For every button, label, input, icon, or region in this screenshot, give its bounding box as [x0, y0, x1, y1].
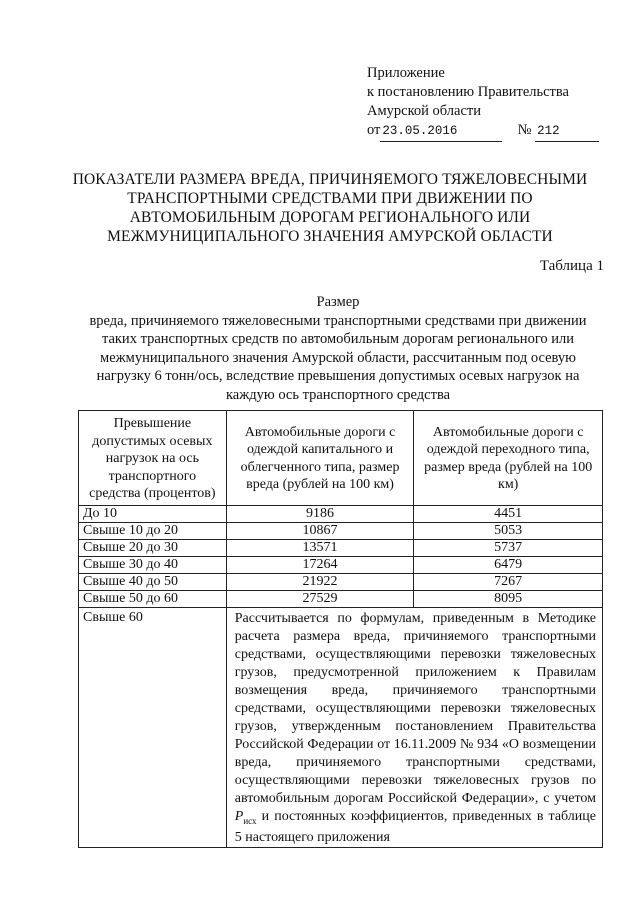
overload-range: Свыше 10 до 20 — [79, 522, 227, 539]
header-capital-roads: Автомобильные дороги с одеждой капитального и облегченного типа, размер вреда (рублей на 100 км) — [226, 411, 414, 506]
formula-note-text: Рассчитывается по формулам, приведенным в Методике расчета размера вреда, причиняемого транспортными средствами, осуществляющими перевозки тяжеловесных грузов, предусмотренной приложением к Правилам возмещения вреда, причиняемого транспортными средствами, осуществляющими перевозки тяжеловесных грузов, утвержденным постановлением Правительства Российской Федерации от 16.11.2009 № 934 «О возмещении вреда, причиняемого транспортными средствами, осуществляющими перевозки тяжеловесных грузов по автомобильным дорогам Российской Федерации», с учетом — [234, 610, 596, 806]
damage-table — [78, 410, 603, 848]
appendix-region: Амурской области — [367, 103, 481, 119]
overload-range: Свыше 50 до 60 — [79, 590, 227, 607]
table-header-row — [79, 411, 603, 506]
table-row — [79, 539, 603, 556]
capital-value: 9186 — [226, 505, 414, 522]
capital-value: 21922 — [226, 573, 414, 590]
date-prefix: от — [367, 122, 381, 138]
overload-range: До 10 — [79, 505, 227, 522]
transitional-value: 5053 — [414, 522, 603, 539]
transitional-value: 8095 — [414, 590, 603, 607]
transitional-value: 6479 — [414, 556, 603, 573]
transitional-value: 7267 — [414, 573, 603, 590]
transitional-value: 4451 — [414, 505, 603, 522]
appendix-date-row — [367, 121, 627, 142]
caption-heading: Размер — [316, 294, 360, 310]
table-label: Таблица 1 — [539, 258, 604, 274]
number-prefix: № — [517, 122, 532, 138]
document-title: ПОКАЗАТЕЛИ РАЗМЕРА ВРЕДА, ПРИЧИНЯЕМОГО ТЯЖЕЛОВЕСНЫМИ ТРАНСПОРТНЫМИ СРЕДСТВАМИ ПРИ ДВИЖЕНИИ ПО АВТОМОБИЛЬНЫМ ДОРОГАМ РЕГИОНАЛЬНОГО ИЛИ МЕЖМУНИЦИПАЛЬНОГО ЗНАЧЕНИЯ АМУРСКОЙ ОБЛАСТИ — [72, 171, 588, 245]
table-row — [79, 590, 603, 607]
overload-range: Свыше 30 до 40 — [79, 556, 227, 573]
formula-note — [226, 607, 602, 848]
transitional-value: 5737 — [414, 539, 603, 556]
overload-range: Свыше 60 — [79, 607, 227, 848]
header-overload: Превышение допустимых осевых нагрузок на ось транспортного средства (процентов) — [79, 411, 227, 506]
overload-range: Свыше 20 до 30 — [79, 539, 227, 556]
table-row — [79, 556, 603, 573]
p-ish-subscript: исх — [243, 815, 257, 826]
table-row-over-60 — [79, 607, 603, 848]
p-ish-symbol: P — [234, 808, 244, 824]
capital-value: 10867 — [226, 522, 414, 539]
overload-range: Свыше 40 до 50 — [79, 573, 227, 590]
appendix-label: Приложение — [367, 65, 445, 81]
caption-text: вреда, причиняемого тяжеловесными транспортными средствами при движении таких транспортных средств по автомобильным дорогам регионального или межмуниципального значения Амурской области, рассчитанным под осевую нагрузку 6 тонн/ось, вследствие превышения допустимых осевых нагрузок на каждую ось транспортного средства — [89, 312, 587, 403]
table-row — [79, 522, 603, 539]
table-row — [79, 573, 603, 590]
capital-value: 13571 — [226, 539, 414, 556]
formula-note-tail: и постоянных коэффициентов, приведенных в таблице 5 настоящего приложения — [234, 808, 596, 846]
header-transitional-roads: Автомобильные дороги с одеждой переходного типа, размер вреда (рублей на 100 км) — [414, 411, 603, 506]
capital-value: 17264 — [226, 556, 414, 573]
capital-value: 27529 — [226, 590, 414, 607]
appendix-resolution: к постановлению Правительства — [367, 84, 569, 100]
appendix-header — [367, 64, 627, 142]
table-row — [79, 505, 603, 522]
resolution-date: 23.05.2016 — [380, 122, 502, 142]
table-caption — [74, 293, 602, 404]
resolution-number: 212 — [535, 122, 599, 142]
